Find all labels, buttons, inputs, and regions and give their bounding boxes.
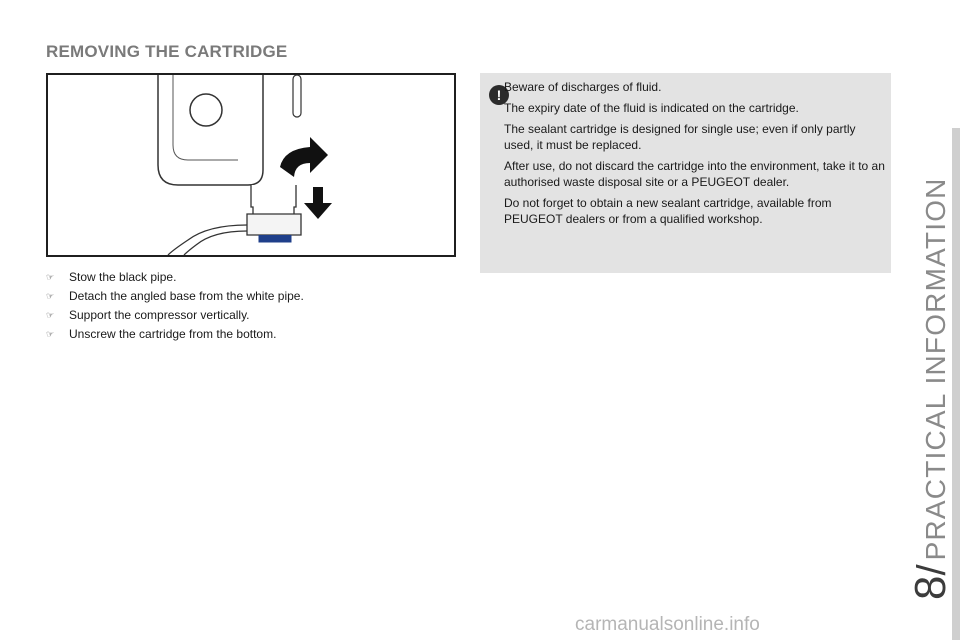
page-title: REMOVING THE CARTRIDGE xyxy=(46,42,288,61)
watermark: carmanualsonline.info xyxy=(575,614,760,635)
warning-paragraph: Do not forget to obtain a new sealant cartridge, available from PEUGEOT dealers or from a qualified workshop. xyxy=(504,196,832,226)
step-text: Support the compressor vertically. xyxy=(69,308,250,322)
list-item xyxy=(46,268,304,287)
list-item xyxy=(46,287,304,306)
exclamation-icon: ! xyxy=(489,85,509,105)
list-item xyxy=(46,306,304,325)
step-text: Stow the black pipe. xyxy=(69,270,177,284)
warning-box xyxy=(480,73,891,273)
chapter-number: 8 xyxy=(906,575,955,600)
pointing-hand-icon: ☞ xyxy=(46,310,55,320)
step-list xyxy=(46,268,304,344)
warning-paragraph: Beware of discharges of fluid. xyxy=(504,80,662,94)
pointing-hand-icon: ☞ xyxy=(46,272,55,282)
pointing-hand-icon: ☞ xyxy=(46,291,55,301)
step-text: Detach the angled base from the white pipe. xyxy=(69,289,304,303)
warning-paragraph: After use, do not discard the cartridge into the environment, take it to an authorised waste disposal site or a PEUGEOT dealer. xyxy=(504,159,885,189)
cartridge-illustration xyxy=(46,73,456,257)
pointing-hand-icon: ☞ xyxy=(46,329,55,339)
step-text: Unscrew the cartridge from the bottom. xyxy=(69,327,277,341)
list-item xyxy=(46,325,304,344)
chapter-title: PRACTICAL INFORMATION xyxy=(920,177,951,561)
warning-paragraph: The sealant cartridge is designed for single use; even if only partly used, it must be replaced. xyxy=(504,122,856,152)
chapter-slash: / xyxy=(910,564,954,576)
warning-text xyxy=(504,79,886,232)
warning-paragraph: The expiry date of the fluid is indicated on the cartridge. xyxy=(504,101,799,115)
chapter-heading xyxy=(906,177,956,600)
